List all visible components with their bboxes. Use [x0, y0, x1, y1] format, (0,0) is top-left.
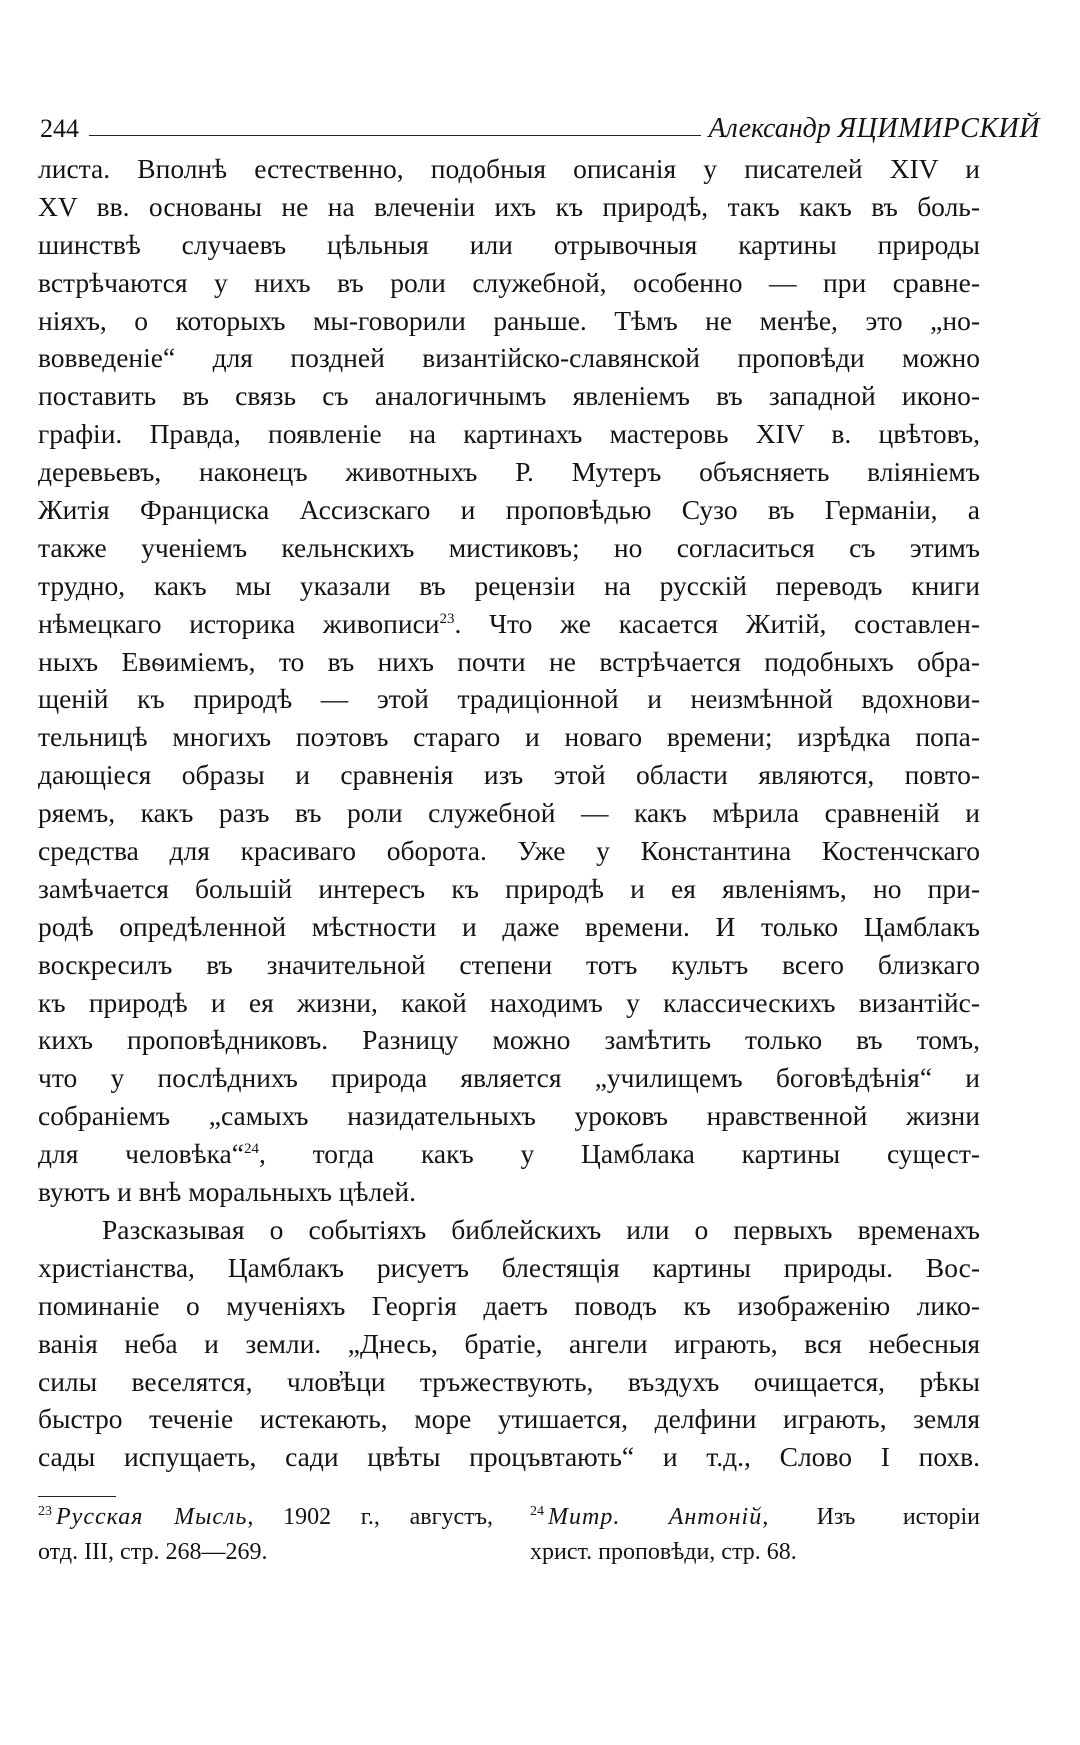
text-line: ванія неба и земли. „Днесь, братіе, ангели играють, вся небесныя	[38, 1327, 980, 1359]
text-line: вовведеніе“ для поздней византійско-славянской проповѣди можно	[38, 342, 980, 374]
footnote-number: 23	[38, 1504, 52, 1519]
running-header	[40, 104, 1040, 144]
text-segment: нѣмецкаго историка живописи	[38, 607, 440, 639]
running-title	[709, 114, 1040, 144]
text-line-with-note-24	[38, 1135, 980, 1173]
text-line: трудно, какъ мы указали въ рецензіи на русскій переводъ книги	[38, 569, 980, 601]
page-number: 244	[40, 114, 79, 143]
footnote-ref-23[interactable]: 23	[439, 610, 455, 627]
footnote-line: христ. проповѣди, стр. 68.	[530, 1539, 797, 1565]
text-line: листа. Вполнѣ естественно, подобныя описанія у писателей XIV и	[38, 153, 980, 184]
text-line: поставить въ связь съ аналогичнымъ явленіемъ въ западной иконо-	[38, 380, 980, 412]
text-line: поминаніе о мученіяхъ Георгія даетъ поводъ къ изображенію лико-	[38, 1289, 980, 1321]
text-line: кихъ проповѣдниковъ. Разницу можно замѣтить только въ томъ,	[38, 1024, 980, 1056]
text-line: щеній къ природѣ — этой традиціонной и неизмѣнной вдохнови-	[38, 683, 980, 715]
footnote-title: Русская Мысль	[56, 1504, 248, 1530]
text-line: ніяхъ, о которыхъ мы-говорили раньше. Тѣмъ не менѣе, это „но-	[38, 304, 980, 336]
author-first-name: Александр	[708, 113, 831, 144]
footnotes	[38, 1500, 980, 1570]
text-line: къ природѣ и ея жизни, какой находимъ у классическихъ византійс-	[38, 986, 980, 1018]
text-line: собраніемъ „самыхъ назидательныхъ уроковъ нравственной жизни	[38, 1100, 980, 1132]
footnote-number: 24	[530, 1504, 544, 1519]
footnote-24	[530, 1500, 980, 1570]
text-line: шинствѣ случаевъ цѣльныя или отрывочныя картины природы	[38, 228, 980, 260]
paragraph-start-line: Разсказывая о событіяхъ библейскихъ или о первыхъ временахъ	[102, 1213, 980, 1245]
header-rule	[89, 135, 701, 136]
text-line: ряемъ, какъ разъ въ роли служебной — какъ мѣрила сравненій и	[38, 797, 980, 829]
text-segment: , тогда какъ у Цамблака картины сущест-	[258, 1138, 980, 1170]
text-line: что у послѣднихъ природа является „училищемъ боговѣдѣнія“ и	[38, 1062, 980, 1094]
text-line: сады испущаеть, сади цвѣты процъвтають“ и т.д., Слово I похв.	[38, 1441, 980, 1473]
footnote-author: Митр. Антоній,	[548, 1504, 770, 1530]
footnote-text: Изъ исторіи	[769, 1504, 980, 1530]
text-line: родѣ опредѣленной мѣстности и даже времени. И только Цамблакъ	[38, 910, 980, 942]
footnote-text: , 1902 г., августъ,	[247, 1504, 493, 1530]
text-line: Житія Франциска Ассизскаго и проповѣдью Сузо въ Германіи, а	[38, 494, 980, 526]
text-line: XV вв. основаны не на влеченіи ихъ къ природѣ, такъ какъ въ боль-	[38, 190, 980, 222]
text-line: ныхъ Евѳиміемъ, то въ нихъ почти не встрѣчается подобныхъ обра-	[38, 645, 980, 677]
text-line: средства для красиваго оборота. Уже у Константина Костенчскаго	[38, 835, 980, 867]
text-line: тельницѣ многихъ поэтовъ стараго и новаго времени; изрѣдка попа-	[38, 721, 980, 753]
footnote-line	[38, 1500, 493, 1535]
footnote-line	[530, 1500, 980, 1535]
text-segment: . Что же касается Житій, составлен-	[454, 607, 980, 639]
text-line: христіанства, Цамблакъ рисуетъ блестящія картины природы. Вос-	[38, 1251, 980, 1283]
author-surname: ЯЦИМИРСКИЙ	[837, 113, 1040, 144]
text-line: встрѣчаются у нихъ въ роли служебной, особенно — при сравне-	[38, 266, 980, 298]
text-segment: для человѣка“	[38, 1138, 244, 1170]
text-line: замѣчается большій интересъ къ природѣ и ея явленіямъ, но при-	[38, 872, 980, 904]
text-line: также ученіемъ кельнскихъ мистиковъ; но согласиться съ этимъ	[38, 531, 980, 563]
footnote-line: отд. III, стр. 268—269.	[38, 1539, 268, 1565]
text-line: силы веселятся, члов҆ѣци тръжествують, въздухъ очищается, рѣкы	[38, 1365, 980, 1397]
text-line: воскресилъ въ значительной степени тотъ культъ всего близкаго	[38, 948, 980, 980]
footnote-23	[38, 1500, 493, 1570]
footnote-ref-24[interactable]: 24	[243, 1141, 259, 1157]
text-line: деревьевъ, наконецъ животныхъ Р. Мутеръ объясняеть вліяніемъ	[38, 456, 980, 488]
text-line: вуютъ и внѣ моральныхъ цѣлей.	[38, 1176, 416, 1208]
text-line: дающіеся образы и сравненія изъ этой области являются, повто-	[38, 759, 980, 791]
body-text	[38, 150, 980, 1476]
text-line: графіи. Правда, появленіе на картинахъ мастеровь XIV в. цвѣтовъ,	[38, 418, 980, 450]
text-line-with-note-23	[38, 605, 980, 643]
text-line: быстро теченіе истекають, море утишается, делфини играють, земля	[38, 1403, 980, 1435]
footnote-separator	[38, 1496, 116, 1497]
